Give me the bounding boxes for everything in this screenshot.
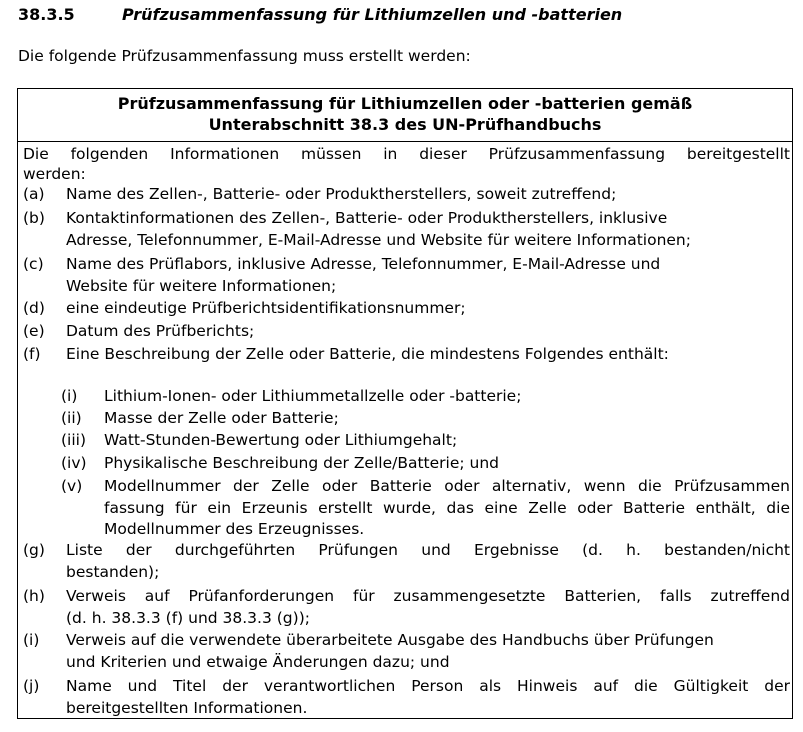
list-item-text: (d. h. 38.3.3 (f) und 38.3.3 (g)); <box>66 608 310 627</box>
list-item-f <box>23 344 790 366</box>
list-item-i <box>23 630 790 673</box>
sub-marker: (iv) <box>61 454 87 472</box>
list-item-text: Datum des Prüfberichts; <box>66 322 255 340</box>
lead-paragraph <box>23 144 790 184</box>
list-item-text: Verweis auf die verwendete überarbeitete Ausgabe des Handbuchs über Prüfungen <box>66 631 714 649</box>
sub-item-v <box>61 476 790 541</box>
list-item-text: und Kriterien und etwaige Änderungen dazu; und <box>66 652 450 671</box>
sub-marker: (iii) <box>61 431 87 449</box>
lead-line-1: Die folgenden Informationen müssen in dieser Prüfzusammenfassung bereitgestellt <box>23 145 790 163</box>
sub-marker: (ii) <box>61 409 82 427</box>
sub-item-text: Modellnummer des Erzeugnisses. <box>104 520 365 538</box>
list-item-text: Liste der durchgeführten Prüfungen und Ergebnisse (d. h. bestanden/nicht <box>66 541 790 559</box>
list-item-b <box>23 208 790 251</box>
list-item-text: Name des Zellen-, Batterie- oder Produktherstellers, soweit zutreffend; <box>66 185 617 203</box>
box-header-line-1: Prüfzusammenfassung für Lithiumzellen oder -batterien gemäß <box>117 94 693 113</box>
section-heading <box>18 5 622 24</box>
sub-item-text: Lithium-Ionen- oder Lithiummetallzelle oder -batterie; <box>104 387 522 405</box>
list-item-e <box>23 321 790 343</box>
intro-text: Die folgende Prüfzusammenfassung muss erstellt werden: <box>18 47 471 65</box>
list-marker: (a) <box>23 185 45 203</box>
sub-item-text: Modellnummer der Zelle oder Batterie oder alternativ, wenn die Prüfzusammen <box>104 477 790 495</box>
list-marker: (g) <box>23 541 45 559</box>
box-header <box>18 89 792 142</box>
list-item-text: bereitgestellten Informationen. <box>66 698 308 717</box>
list-marker: (b) <box>23 209 45 227</box>
sub-item-ii <box>61 408 790 430</box>
list-item-j <box>23 676 790 719</box>
list-item-text: Adresse, Telefonnummer, E-Mail-Adresse und Website für weitere Informationen; <box>66 230 691 249</box>
list-item-text: eine eindeutige Prüfberichtsidentifikationsnummer; <box>66 299 466 317</box>
list-marker: (j) <box>23 677 40 695</box>
list-marker: (f) <box>23 345 41 363</box>
sub-item-text: fassung für ein Erzeunis erstellt wurde, das eine Zelle oder Batterie enthält, die <box>104 498 790 517</box>
sub-item-text: Masse der Zelle oder Batterie; <box>104 409 339 427</box>
list-item-h <box>23 586 790 629</box>
sub-item-i <box>61 386 790 408</box>
list-item-text: Eine Beschreibung der Zelle oder Batterie, die mindestens Folgendes enthält: <box>66 345 669 363</box>
list-marker: (h) <box>23 587 45 605</box>
list-item-a <box>23 184 790 206</box>
list-item-text: Verweis auf Prüfanforderungen für zusammengesetzte Batterien, falls zutreffend <box>66 587 790 605</box>
sub-marker: (i) <box>61 387 78 405</box>
section-number: 38.3.5 <box>18 5 75 24</box>
list-marker: (c) <box>23 255 44 273</box>
list-item-c <box>23 254 790 297</box>
sub-item-text: Watt-Stunden-Bewertung oder Lithiumgehalt; <box>104 431 458 449</box>
list-marker: (d) <box>23 299 45 317</box>
lead-line-2: werden: <box>23 165 86 183</box>
sub-marker: (v) <box>61 477 83 495</box>
list-item-d <box>23 298 790 320</box>
list-marker: (e) <box>23 322 45 340</box>
sub-item-iii <box>61 430 790 452</box>
list-item-text: Name des Prüflabors, inklusive Adresse, Telefonnummer, E-Mail-Adresse und <box>66 255 661 273</box>
list-item-text: Website für weitere Informationen; <box>66 276 337 295</box>
list-item-text: Kontaktinformationen des Zellen-, Batterie- oder Produktherstellers, inklusive <box>66 209 668 227</box>
sub-item-iv <box>61 453 790 475</box>
section-title: Prüfzusammenfassung für Lithiumzellen und -batterien <box>122 5 623 24</box>
list-item-text: bestanden); <box>66 562 160 581</box>
sub-item-text: Physikalische Beschreibung der Zelle/Batterie; und <box>104 454 500 472</box>
list-item-g <box>23 540 790 583</box>
list-item-text: Name und Titel der verantwortlichen Person als Hinweis auf die Gültigkeit der <box>66 677 790 695</box>
list-marker: (i) <box>23 631 40 649</box>
summary-box <box>17 88 793 719</box>
box-header-line-2: Unterabschnitt 38.3 des UN-Prüfhandbuchs <box>208 115 602 134</box>
